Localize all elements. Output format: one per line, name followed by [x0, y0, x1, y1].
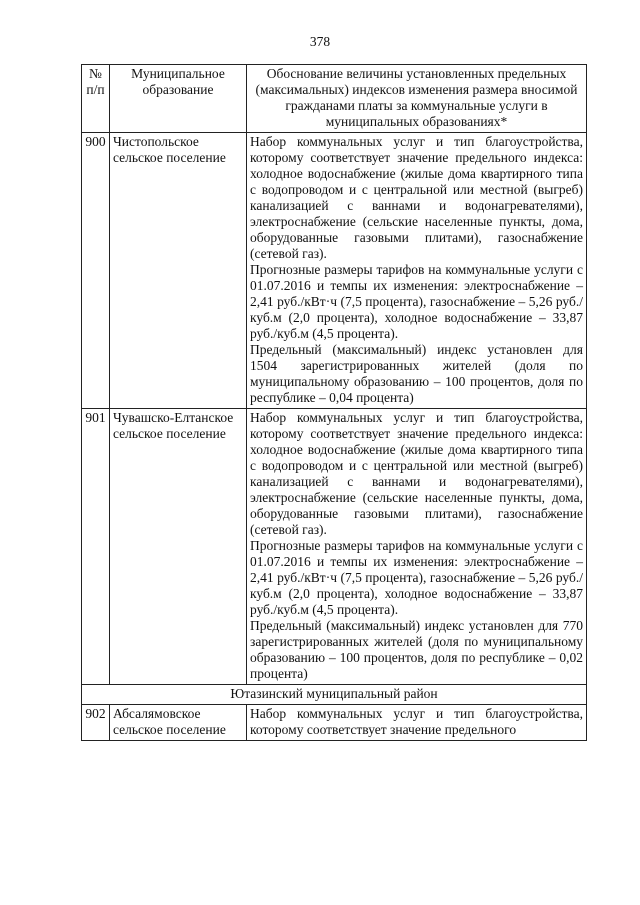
district-heading: Ютазинский муниципальный район: [82, 685, 587, 705]
municipality-name: [110, 705, 247, 741]
justification-cell: [247, 133, 587, 409]
row-number: 901: [82, 409, 110, 685]
justification-clip: [250, 706, 583, 738]
justification-paragraph-tariffs: Прогнозные размеры тарифов на коммунальные услуги с 01.07.2016 и темпы их изменения: электроснабжение – 2,41 руб./кВт·ч (7,5 процента), газоснабжение – 5,26 руб./куб.м (2,0 процента), холодное водоснабжение – 33,87 руб./куб.м (4,5 процента).: [250, 262, 583, 341]
table-header-row: [82, 65, 587, 133]
header-number: № п/п: [82, 65, 110, 133]
justification-paragraph-residents: Предельный (максимальный) индекс установлен для 770 зарегистрированных жителей (доля по муниципальному образованию – 100 процентов, доля по республике – 0,02 процента): [250, 618, 583, 681]
municipality-name: Чистопольское сельское поселение: [110, 133, 247, 409]
justification-paragraph-tariffs: Прогнозные размеры тарифов на коммунальные услуги с 01.07.2016 и темпы их изменения: электроснабжение – 2,41 руб./кВт·ч (7,5 процента), газоснабжение – 5,26 руб./куб.м (2,0 процента), холодное водоснабжение – 33,87 руб./куб.м (4,5 процента).: [250, 538, 583, 617]
row-number: [82, 705, 110, 741]
justification-paragraph-residents: Предельный (максимальный) индекс установлен для 1504 зарегистрированных жителей (доля по муниципальному образованию – 100 процентов, доля по республике – 0,04 процента): [250, 342, 583, 405]
district-row: [82, 685, 587, 705]
header-justification: Обоснование величины установленных предельных (максимальных) индексов изменения размера вносимой гражданами платы за коммунальные услуги в муниципальных образованиях*: [247, 65, 587, 133]
justification-cell: [247, 409, 587, 685]
page-bottom-margin: [0, 832, 640, 905]
table-row: [82, 133, 587, 409]
table-row: [82, 409, 587, 685]
justification-paragraph-services: Набор коммунальных услуг и тип благоустройства, которому соответствует значение предельного индекса: холодное водоснабжение (жилые дома квартирного типа с водопроводом и с центральной или местной (выгреб) канализацией с ваннами и водонагревателями), электроснабжение (сельские населенные пункты, дома, оборудованные газовыми плитами), газоснабжение (сетевой газ).: [250, 410, 583, 537]
row-number-text: 902: [85, 706, 106, 721]
justification-paragraph-services: Набор коммунальных услуг и тип благоустройства, которому соответствует значение предельного индекса: холодное водоснабжение (жилые дома квартирного типа с водопроводом и с центральной или местной (выгреб) канализацией с ваннами и водонагревателями), электроснабжение (сельские населенные пункты, дома, оборудованные газовыми плитами), газоснабжение (сетевой газ).: [250, 134, 583, 261]
header-municipality: Муниципальное образование: [110, 65, 247, 133]
tariff-index-table: [81, 64, 587, 741]
table-row: [82, 705, 587, 741]
justification-paragraph-services: Набор коммунальных услуг и тип благоустройства, которому соответствует значение предельного: [250, 706, 583, 737]
municipality-name: Чувашско-Елтанское сельское поселение: [110, 409, 247, 685]
justification-cell: [247, 705, 587, 741]
municipality-name-text: Абсалямовское сельское поселение: [113, 706, 226, 737]
row-number: 900: [82, 133, 110, 409]
page-number: 378: [309, 34, 331, 49]
